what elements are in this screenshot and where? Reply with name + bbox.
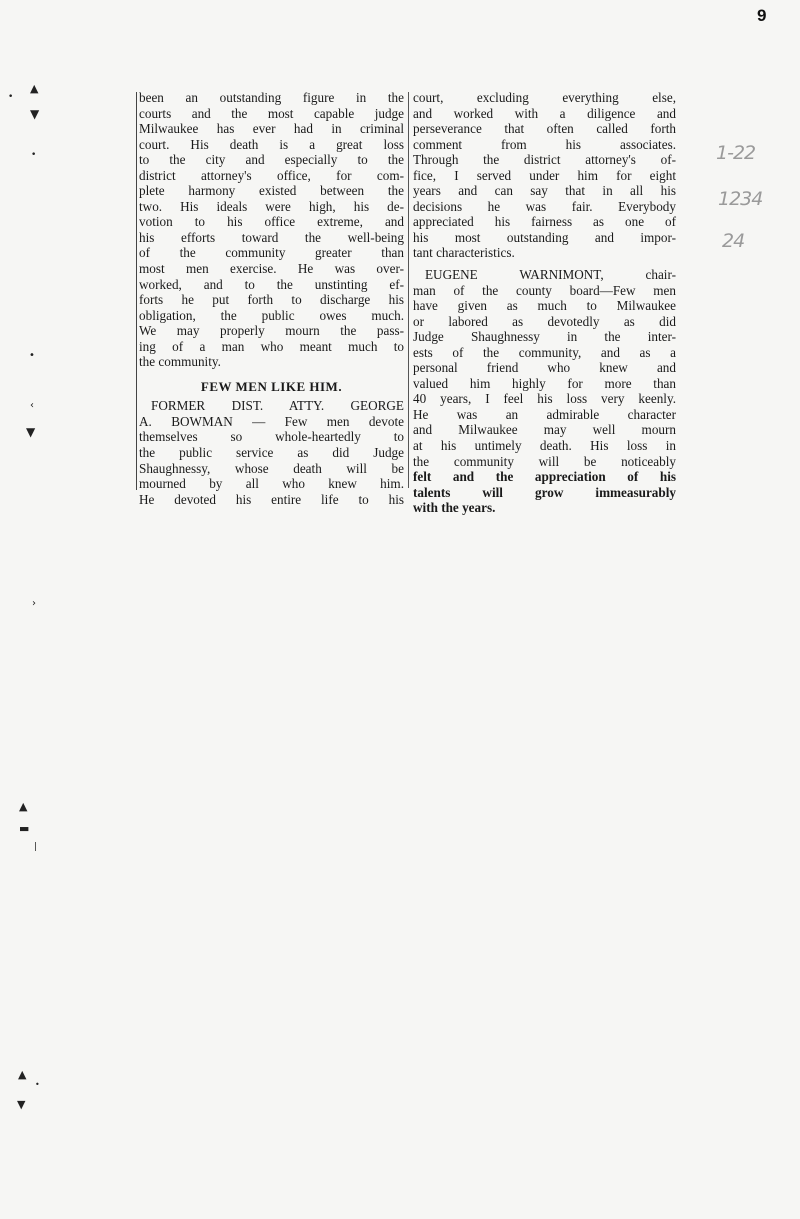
text-line: Shaughnessy, whose death will be: [139, 460, 404, 476]
edge-mark-dot: •: [35, 1080, 40, 1089]
edge-mark-dot: •: [29, 350, 35, 361]
text-line: and worked with a diligence and: [413, 105, 676, 121]
text-line: two. His ideals were high, his de-: [139, 198, 404, 214]
left-paragraph-continued: [139, 90, 404, 370]
edge-mark-tick: ›: [32, 598, 36, 609]
text-line: He was an admirable character: [413, 406, 676, 422]
text-line: A. BOWMAN — Few men devote: [139, 413, 404, 429]
left-column: [139, 90, 404, 507]
edge-mark-tri: ▲: [19, 800, 28, 813]
text-line: worked, and to the unstinting ef-: [139, 276, 404, 292]
text-line: of the community greater than: [139, 245, 404, 261]
text-line: courts and the most capable judge: [139, 105, 404, 121]
text-line: court. His death is a great loss: [139, 136, 404, 152]
edge-mark-dash: ▬: [19, 822, 30, 835]
text-line: district attorney's office, for com-: [139, 167, 404, 183]
left-column-border: [136, 92, 137, 490]
text-line: the public service as did Judge: [139, 445, 404, 461]
text-line: his efforts toward the well-being: [139, 229, 404, 245]
text-line: Milwaukee has ever had in criminal: [139, 121, 404, 137]
text-line: FORMER DIST. ATTY. GEORGE: [151, 398, 404, 414]
text-line: perseverance that often called forth: [413, 121, 676, 137]
text-line: 40 years, I feel his loss very keenly.: [413, 391, 676, 407]
text-line: to the city and especially to the: [139, 152, 404, 168]
warnimont-paragraph: [413, 267, 676, 516]
edge-mark-tri: ▼: [30, 107, 40, 121]
column-divider: [408, 92, 409, 488]
right-column: [413, 90, 676, 516]
text-line: valued him highly for more than: [413, 375, 676, 391]
edge-mark-tri: ▲: [18, 1068, 27, 1081]
text-line: or labored as devotedly as did: [413, 313, 676, 329]
margin-note-3: 24: [722, 230, 745, 252]
bowman-paragraph-continued: [413, 90, 676, 261]
text-line: the community will be noticeably: [413, 453, 676, 469]
text-line: and Milwaukee may well mourn: [413, 422, 676, 438]
edge-mark-tri: ▼: [17, 1098, 26, 1111]
text-line: votion to his office extreme, and: [139, 214, 404, 230]
bowman-paragraph: [139, 398, 404, 507]
text-line: We may properly mourn the pass-: [139, 323, 404, 339]
text-line: plete harmony existed between the: [139, 183, 404, 199]
text-line: with the years.: [413, 500, 496, 516]
text-line: Judge Shaughnessy in the inter-: [413, 329, 676, 345]
edge-mark-tick: |: [34, 842, 38, 852]
text-line: talents will grow immeasurably: [413, 484, 676, 500]
margin-note-1: 1-22: [716, 142, 756, 164]
margin-note-2: 1234: [718, 188, 763, 210]
text-line: Through the district attorney's of-: [413, 152, 676, 168]
text-line: been an outstanding figure in the: [139, 90, 404, 105]
edge-mark-dot: •: [8, 92, 14, 102]
edge-mark-tick: ‹: [30, 400, 34, 411]
text-line: court, excluding everything else,: [413, 90, 676, 105]
edge-mark-dot: •: [31, 150, 37, 160]
text-line: appreciated his fairness as one of: [413, 214, 676, 230]
text-line: fice, I served under him for eight: [413, 167, 676, 183]
text-line: He devoted his entire life to his: [139, 491, 404, 507]
text-line: ests of the community, and as a: [413, 344, 676, 360]
text-line: at his untimely death. His loss in: [413, 438, 676, 454]
text-line: obligation, the public owes much.: [139, 307, 404, 323]
section-subhead: FEW MEN LIKE HIM.: [200, 378, 343, 394]
text-line: forts he put forth to discharge his: [139, 292, 404, 308]
edge-mark-tri: ▼: [26, 425, 36, 439]
text-line: mourned by all who knew him.: [139, 476, 404, 492]
text-line: most men exercise. He was over-: [139, 261, 404, 277]
edge-mark-tri: ▲: [30, 82, 39, 95]
text-line: EUGENE WARNIMONT, chair-: [425, 267, 676, 283]
page-number: 9: [757, 6, 767, 25]
text-line: decisions he was fair. Everybody: [413, 198, 676, 214]
text-line: the community.: [139, 354, 221, 370]
text-line: themselves so whole-heartedly to: [139, 429, 404, 445]
text-line: his most outstanding and impor-: [413, 229, 676, 245]
text-line: comment from his associates.: [413, 136, 676, 152]
text-line: have given as much to Milwaukee: [413, 298, 676, 314]
text-line: felt and the appreciation of his: [413, 469, 676, 485]
text-line: tant characteristics.: [413, 245, 515, 261]
text-line: personal friend who knew and: [413, 360, 676, 376]
text-line: years and can say that in all his: [413, 183, 676, 199]
text-line: man of the county board—Few men: [413, 282, 676, 298]
text-line: ing of a man who meant much to: [139, 338, 404, 354]
